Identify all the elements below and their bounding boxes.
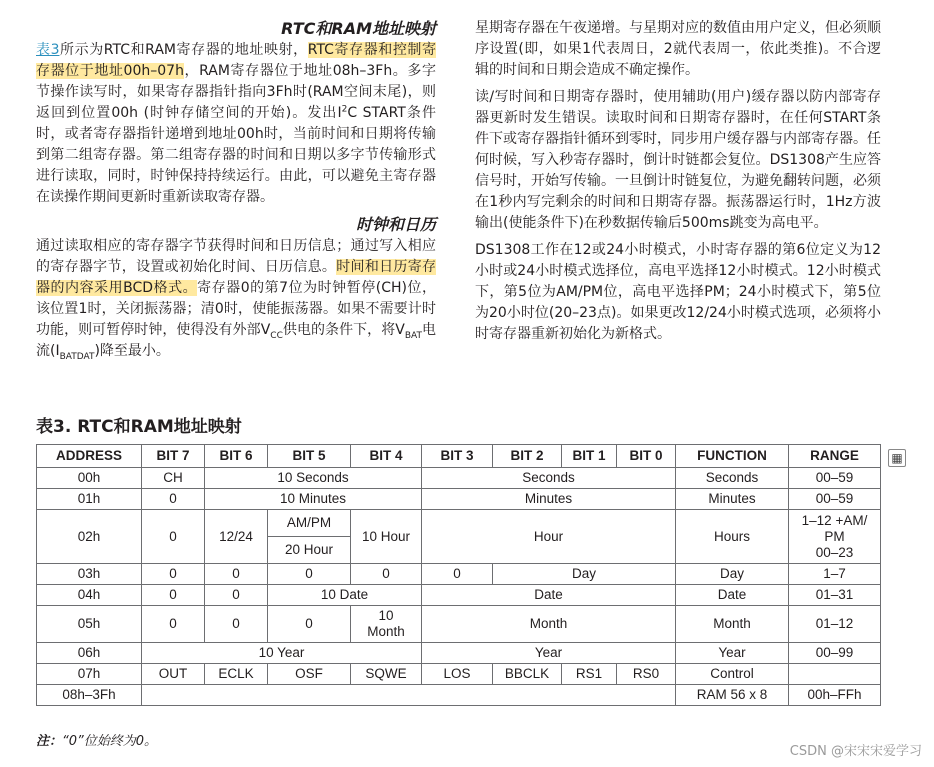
range-line: PM (824, 528, 845, 544)
cell: Seconds (422, 468, 676, 489)
cell: 0 (205, 585, 268, 606)
highlight-bcd-format: 时间和日历寄存器的内容采用BCD格式。 (36, 259, 437, 296)
cell: OUT (142, 664, 205, 685)
cell: 0 (142, 564, 205, 585)
cell: RS1 (562, 664, 617, 685)
cell: 0 (205, 606, 268, 643)
table-row (37, 510, 881, 537)
cell: CH (142, 468, 205, 489)
range-line: 00–23 (815, 544, 854, 560)
cell: 10 Minutes (205, 489, 422, 510)
table-row (37, 685, 881, 706)
cell: LOS (422, 664, 493, 685)
cell: 02h (37, 510, 142, 564)
text: 电流(I (36, 322, 437, 359)
text: 所示为RTC和RAM寄存器的地址映射， (59, 42, 308, 58)
watermark: CSDN @宋宋宋爱学习 (789, 744, 922, 759)
cell: 08h–3Fh (37, 685, 142, 706)
cell: Month (676, 606, 789, 643)
subscript: BAT (404, 330, 422, 341)
cell: 0 (268, 564, 351, 585)
table-row (37, 564, 881, 585)
cell: Minutes (676, 489, 789, 510)
cell: 01–31 (789, 585, 881, 606)
cell: Year (676, 643, 789, 664)
text: 通过读取相应的寄存器字节获得时间和日历信息；通过写入相应的寄存器字节，设置或初始化时间、日历信息。 (36, 238, 436, 275)
cell (789, 510, 881, 564)
cell: Month (422, 606, 676, 643)
cell: 05h (37, 606, 142, 643)
cell: 01–12 (789, 606, 881, 643)
cell: Day (676, 564, 789, 585)
text: C START条件时，或者寄存器指针递增到地址00h时，当前时间和日期将传输到第二组寄存器。第二组寄存器的时间和日期以多字节传输形式进行读取，同时，时钟保持持续运行。由此，可以避免主寄存器在读操作期间更新时重新读取寄存器。 (36, 105, 436, 205)
cell: 01h (37, 489, 142, 510)
cell: 0 (351, 564, 422, 585)
cell: Minutes (422, 489, 676, 510)
header-cell: BIT 6 (205, 445, 268, 468)
cell: SQWE (351, 664, 422, 685)
header-cell: BIT 3 (422, 445, 493, 468)
cell: 06h (37, 643, 142, 664)
table-row (37, 643, 881, 664)
cell: 00–99 (789, 643, 881, 664)
paragraph-read-write: 读/写时间和日期寄存器时，使用辅助(用户)缓存器以防内部寄存器更新时发生错误。读取时间和日期寄存器时，在任何START条件下或寄存器指针循环到零时，同步用户缓存器与内部寄存器。任何时候，写入秒寄存器时，倒计时链都会复位。DS1308产生应答信号时，开始写传输。一旦倒计时链复位，为避免翻转问题，必须在1秒内写完剩余的时间和日期寄存器。振荡器运行时，1Hz方波输出(使能条件下)在秒数据传输后500ms跳变为高电平。 (475, 89, 881, 231)
left-column (36, 18, 436, 368)
cell: Seconds (676, 468, 789, 489)
cell: 12/24 (205, 510, 268, 564)
header-cell: BIT 2 (493, 445, 562, 468)
header-cell: FUNCTION (676, 445, 789, 468)
cell: 07h (37, 664, 142, 685)
text: ，RAM寄存器位于地址08h–3Fh。多字节操作读写时，如果寄存器指针指向3Fh时(RAM空间末尾)，则返回到位置00h (时钟存储空间的开始)。发出I (36, 63, 436, 121)
cell: RAM 56 x 8 (676, 685, 789, 706)
paragraph-12-24-mode: DS1308工作在12或24小时模式，小时寄存器的第6位定义为12小时或24小时模式选择位，高电平选择12小时模式。12小时模式下，第5位为AM/PM位，高电平选择PM；24小时模式下，第5位为20小时位(20–23点)。如果更改12/24小时模式选项，必须将小时寄存器重新初始化为新格式。 (475, 242, 881, 342)
cell: 04h (37, 585, 142, 606)
cell: 10 Hour (351, 510, 422, 564)
header-cell: ADDRESS (37, 445, 142, 468)
range-line: 1–12 +AM/ (801, 512, 868, 528)
table3-link[interactable]: 表3 (36, 42, 60, 58)
text: 供电的条件下，将V (282, 322, 405, 338)
cell (789, 664, 881, 685)
expand-icon[interactable]: ▦ (888, 449, 906, 467)
subscript: CC (270, 330, 283, 341)
cell: Year (422, 643, 676, 664)
table-row (37, 468, 881, 489)
paragraph-clock-calendar (36, 236, 436, 362)
header-cell: BIT 7 (142, 445, 205, 468)
text: )降至最小。 (94, 343, 170, 359)
address-map-table (36, 444, 881, 706)
cell: BBCLK (493, 664, 562, 685)
cell: 0 (142, 489, 205, 510)
table-row (37, 664, 881, 685)
note-text: “0”位始终为0。 (62, 734, 158, 749)
section-heading-address-map: RTC和RAM地址映射 (281, 19, 436, 38)
cell: 00–59 (789, 468, 881, 489)
cell: Hour (422, 510, 676, 564)
cell: 20 Hour (268, 537, 351, 564)
cell (142, 685, 676, 706)
right-column (475, 18, 881, 351)
cell: Day (493, 564, 676, 585)
text: 寄存器0的第7位为时钟暂停(CH)位，该位置1时，关闭振荡器；清0时，使能振荡器。如果不需要计时功能，则可暂停时钟，使得没有外部V (36, 280, 436, 338)
header-cell: BIT 0 (617, 445, 676, 468)
cell-line: Month (367, 624, 405, 639)
header-cell: RANGE (789, 445, 881, 468)
cell: Hours (676, 510, 789, 564)
cell: 1–7 (789, 564, 881, 585)
table-title: 表3. RTC和RAM地址映射 (36, 417, 242, 437)
header-cell: BIT 5 (268, 445, 351, 468)
cell: Date (422, 585, 676, 606)
cell: 0 (142, 585, 205, 606)
paragraph-address-map (36, 40, 436, 208)
cell: Control (676, 664, 789, 685)
cell: ECLK (205, 664, 268, 685)
table-row (37, 606, 881, 643)
cell: RS0 (617, 664, 676, 685)
table-header-row (37, 445, 881, 468)
cell: 10 Date (268, 585, 422, 606)
highlight-rtc-registers: RTC寄存器和控制寄存器位于地址00h–07h (36, 42, 436, 79)
header-cell: BIT 1 (562, 445, 617, 468)
section-heading-clock-calendar: 时钟和日历 (355, 215, 436, 234)
table-note (36, 730, 157, 749)
table-row (37, 585, 881, 606)
cell: 0 (142, 606, 205, 643)
superscript: 2 (341, 104, 348, 115)
cell: 0 (268, 606, 351, 643)
paragraph-day-register: 星期寄存器在午夜递增。与星期对应的数值由用户定义，但必须顺序设置(即，如果1代表周日，2就代表周一，依此类推)。不合逻辑的时间和日期会造成不确定操作。 (475, 20, 881, 78)
cell: OSF (268, 664, 351, 685)
cell: 00h–FFh (789, 685, 881, 706)
cell: 10 Seconds (205, 468, 422, 489)
cell: Date (676, 585, 789, 606)
cell (351, 606, 422, 643)
cell: 10 Year (142, 643, 422, 664)
cell: 0 (142, 510, 205, 564)
header-cell: BIT 4 (351, 445, 422, 468)
cell: 0 (205, 564, 268, 585)
cell: 03h (37, 564, 142, 585)
cell: 00–59 (789, 489, 881, 510)
note-label: 注： (36, 734, 63, 749)
cell: AM/PM (268, 510, 351, 537)
table-row (37, 489, 881, 510)
cell: 0 (422, 564, 493, 585)
cell: 00h (37, 468, 142, 489)
subscript: BATDAT (59, 351, 95, 362)
cell-line: 10 (378, 608, 394, 623)
